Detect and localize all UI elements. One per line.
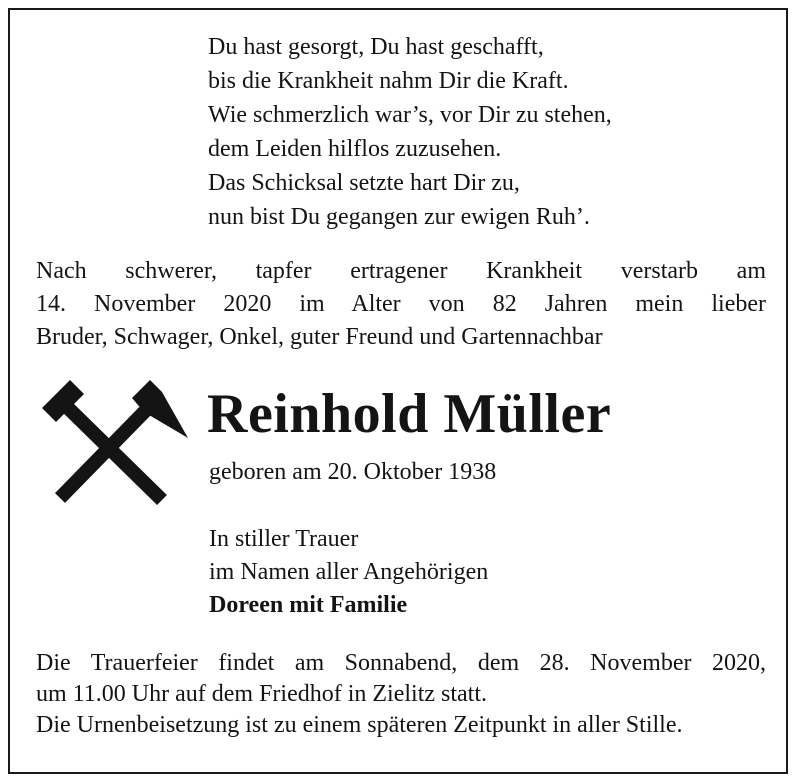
poem-line: Das Schicksal setzte hart Dir zu,: [208, 170, 520, 196]
mourning-line: In stiller Trauer: [209, 526, 359, 552]
birth-date: geboren am 20. Oktober 1938: [209, 459, 497, 485]
funeral-line: Die Urnenbeisetzung ist zu einem späteren Zeitpunkt in aller Stille.: [36, 712, 683, 738]
announcement-line: Nach schwerer, tapfer ertragener Krankheit verstarb am: [36, 258, 766, 284]
announcement-line: Bruder, Schwager, Onkel, guter Freund und Gartennachbar: [36, 324, 603, 350]
funeral-line: um 11.00 Uhr auf dem Friedhof in Zielitz statt.: [36, 681, 488, 707]
funeral-line: Die Trauerfeier findet am Sonnabend, dem 28. November 2020,: [36, 650, 766, 676]
mourning-line: im Namen aller Angehörigen: [209, 559, 489, 585]
funeral-details: [36, 648, 766, 741]
hammer-and-pick-icon: [40, 380, 190, 505]
poem: [208, 30, 612, 234]
poem-line: nun bist Du gegangen zur ewigen Ruh’.: [208, 204, 590, 230]
signature: Doreen mit Familie: [209, 592, 408, 618]
death-announcement: [36, 255, 766, 354]
poem-line: Du hast gesorgt, Du hast geschafft,: [208, 34, 544, 60]
announcement-line: 14. November 2020 im Alter von 82 Jahren mein lieber: [36, 291, 766, 317]
poem-line: bis die Krankheit nahm Dir die Kraft.: [208, 68, 569, 94]
poem-line: Wie schmerzlich war’s, vor Dir zu stehen,: [208, 102, 612, 128]
mourners-block: [209, 523, 488, 622]
deceased-name: Reinhold Müller: [207, 383, 612, 445]
poem-line: dem Leiden hilflos zuzusehen.: [208, 136, 502, 162]
